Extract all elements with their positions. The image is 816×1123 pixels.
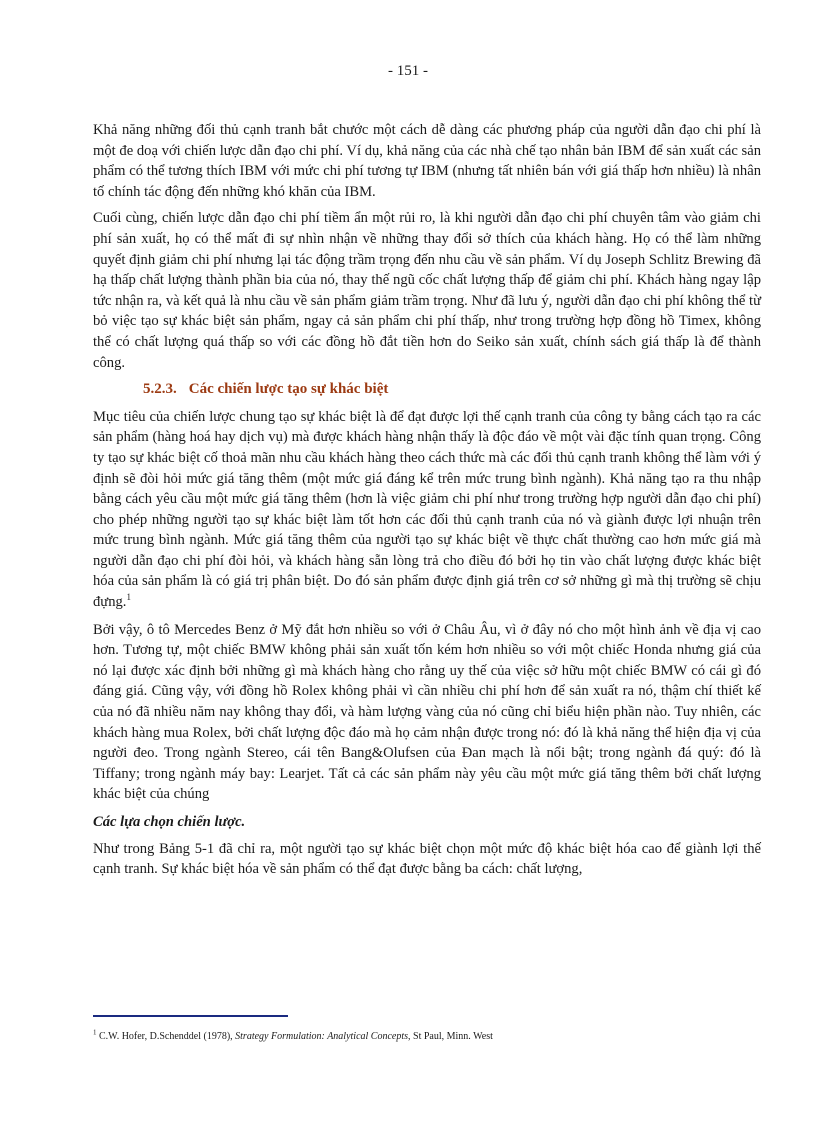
- subheading-strategic-choices: Các lựa chọn chiến lược.: [93, 814, 246, 830]
- page-number: - 151 -: [388, 63, 428, 79]
- footnote-title: Strategy Formulation: Analytical Concepts: [235, 1031, 409, 1042]
- footnote-marker: 1: [93, 1028, 97, 1037]
- section-number: 5.2.3.: [143, 381, 177, 398]
- footnote-reference[interactable]: 1: [126, 592, 131, 603]
- page-content: [93, 120, 761, 887]
- paragraph-strategic-choices: Như trong Bảng 5-1 đã chỉ ra, một người tạo sự khác biệt chọn một mức độ khác biệt hóa cao để giành lợi thế cạnh tranh. Sự khác biệt hóa về sản phẩm có thể đạt được bằng ba cách: chất lượng,: [93, 840, 761, 878]
- footnote-publisher: , St Paul, Minn. West: [408, 1031, 493, 1042]
- section-heading: [143, 379, 761, 400]
- paragraph-imitation-threat: Khả năng những đối thủ cạnh tranh bắt chước một cách dễ dàng các phương pháp của người dẫn đạo chi phí là một đe doạ với chiến lược dẫn đạo chi phí. Ví dụ, khả năng của các nhà chế tạo nhân bản IBM để sản xuất các sản phẩm có thể tương thích IBM với mức chi phí tương tự IBM (nhưng tất nhiên bán với giá thấp hơn nhiều) là nhân tố chính tác động đến những khó khăn của IBM.: [93, 122, 761, 200]
- footnote-authors: C.W. Hofer, D.Schenddel (1978),: [99, 1031, 236, 1042]
- paragraph-differentiation-goal: [93, 407, 761, 613]
- paragraph-cost-leader-risk: Cuối cùng, chiến lược dẫn đạo chi phí tiềm ẩn một rủi ro, là khi người dẫn đạo chi phí chuyên tâm vào giảm chi phí sản xuất, họ có thể mất đi sự nhìn nhận về những thay đổi sở thích của khách hàng. Họ có thể làm những quyết định giảm chi phí nhưng lại tác động trầm trọng đến nhu cầu về sản phẩm. Ví dụ Joseph Schlitz Brewing đã hạ thấp chất lượng thành phần bia của nó, thay thế ngũ cốc chất lượng thấp để giảm chi phí. Khách hàng ngay lập tức nhận ra, và kết quả là nhu cầu về sản phẩm giảm trầm trọng. Như đã lưu ý, người dẫn đạo chi phí không thể từ bỏ việc tạo sự khác biệt sản phẩm, ngay cả sản phẩm chi phí thấp, như trong trường hợp đồng hồ Timex, không thể có chất lượng quá thấp so với các đồng hồ đắt tiền hơn do Seiko sản xuất, chính sách giá thấp là để thành công.: [93, 210, 761, 371]
- paragraph-brand-examples: Bởi vậy, ô tô Mercedes Benz ở Mỹ đắt hơn nhiều so với ở Châu Âu, vì ở đây nó cho một hình ảnh về địa vị cao hơn. Tương tự, một chiếc BMW không phải sản xuất tốn kém hơn nhiều so với một chiếc Honda nhưng giá của nó lại được xác định bởi những gì mà khách hàng cho rằng uy thế của việc sở hữu một chiếc BMW có cái gì đó đáng giá. Cũng vậy, với đồng hồ Rolex không phải vì cần nhiều chi phí hơn để sản xuất ra nó, thậm chí thiết kế của nó đã nhiều năm nay không thay đổi, và hàm lượng vàng của nó cũng chỉ biểu hiện phần nào. Tuy nhiên, các khách hàng mua Rolex, bởi chất lượng độc đáo mà họ cảm nhận được trong nó: đó là khả năng thể hiện địa vị của người đeo. Trong ngành Stereo, cái tên Bang&Olufsen của Đan mạch là nổi bật; trong ngành đá quý: đó là Tiffany; trong ngành máy bay: Learjet. Tất cả các sản phẩm này yêu cầu một mức giá tăng thêm bởi chất lượng khác biệt của chúng: [93, 621, 761, 803]
- section-title: Các chiến lược tạo sự khác biệt: [188, 381, 389, 398]
- footnote-divider: [93, 1015, 288, 1017]
- footnote: [93, 1030, 761, 1043]
- paragraph-differentiation-text: Mục tiêu của chiến lược chung tạo sự khác biệt là để đạt được lợi thế cạnh tranh của công ty bằng cách tạo ra các sản phẩm (hàng hoá hay dịch vụ) mà được khách hàng nhận thấy là độc đáo về một vài đặc tính quan trọng. Công ty tạo sự khác biệt cố thoả mãn nhu cầu khách hàng theo cách thức mà các đối thủ cạnh tranh không thể làm với ý định sẽ đòi hỏi mức giá tăng thêm (một mức giá đáng kể trên mức trung bình ngành). Khả năng tạo ra thu nhập bằng cách yêu cầu một mức giá tăng thêm (hơn là việc giảm chi phí như trong trường hợp người dẫn đạo chi phí) cho phép những người tạo sự khác biệt làm tốt hơn các đối thủ cạnh tranh của nó và giành được lợi nhuận trên mức trung bình ngành. Mức giá tăng thêm của người tạo sự khác biệt về thực chất thường cao hơn mức giá mà người dẫn đạo chi phí đòi hỏi, và khách hàng sẵn lòng trả cho điều đó bởi họ tin vào chất lượng được khác biệt hóa của sản phẩm là có giá trị phân biệt. Do đó sản phẩm được định giá trên cơ sở những gì mà thị trường sẽ chịu đựng.: [93, 408, 761, 611]
